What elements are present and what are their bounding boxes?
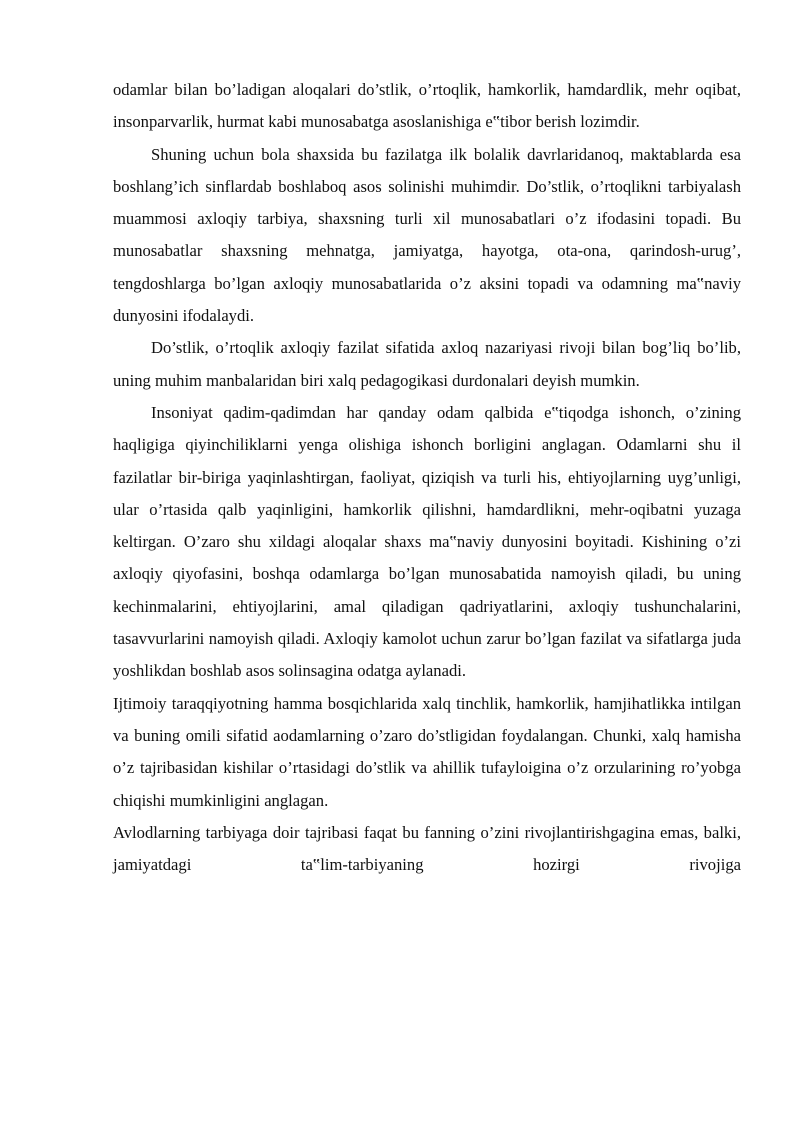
paragraph-6: Avlodlarning tarbiyaga doir tajribasi faqat bu fanning o’zini rivojlantirishgagina emas, balki, jamiyatdagi ta‟lim-tarbiyaning hozirgi rivojiga	[113, 822, 741, 875]
paragraph-4: Insoniyat qadim-qadimdan har qanday odam qalbida e‟tiqodga ishonch, o’zining haqligiga qiyinchiliklarni yenga olishiga ishonch borligini anglagan. Odamlarni shu il fazilatlar bir-biriga yaqinlashtirgan, faoliyat, qiziqish va turli his, ehtiyojlarning uyg’unligi, ular o’rtasida qalb yaqinligini, hamkorlik qilishni, hamdardlikni, mehr-oqibatni yuzaga keltirgan. O’zaro shu xildagi aloqalar shaxs ma‟naviy dunyosini boyitadi. Kishining o’zi axloqiy qiyofasini, boshqa odamlarga bo’lgan munosabatida namoyish qiladi, bu uning kechinmalarini, ehtiyojlarini, amal qiladigan qadriyatlarini, axloqiy tushunchalarini, tasavvurlarini namoyish qiladi. Axloqiy kamolot uchun zarur bo’lgan fazilat va sifatlarga juda yoshlikdan boshlab asos solinsagina odatga aylanadi.	[113, 402, 741, 681]
paragraph-5: Ijtimoiy taraqqiyotning hamma bosqichlarida xalq tinchlik, hamkorlik, hamjihatlikka intilgan va buning omili sifatid aodamlarning o’zaro do’stligidan foydalangan. Chunki, xalq hamisha o’z tajribasidan kishilar o’rtasidagi do’stlik va ahillik tufayloigina o’z orzularining ro’yobga chiqishi mumkinligini anglagan.	[113, 693, 741, 810]
paragraph-2: Shuning uchun bola shaxsida bu fazilatga ilk bolalik davrlaridanoq, maktablarda esa boshlang’ich sinflardab boshlaboq asos solinishi muhimdir. Do’stlik, o’rtoqlikni tarbiyalash muammosi axloqiy tarbiya, shaxsning turli xil munosabatlari o’z ifodasini topadi. Bu munosabatlar shaxsning mehnatga, jamiyatga, hayotga, ota-ona, qarindosh-urug’, tengdoshlarga bo’lgan axloqiy munosabatlarida o’z aksini topadi va odamning ma‟naviy dunyosini ifodalaydi.	[113, 144, 741, 326]
paragraph-3: Do’stlik, o’rtoqlik axloqiy fazilat sifatida axloq nazariyasi rivoji bilan bog’liq bo’lib, uning muhim manbalaridan biri xalq pedagogikasi durdonalari deyish mumkin.	[113, 338, 741, 390]
body-text	[113, 74, 741, 881]
paragraph-1: odamlar bilan bo’ladigan aloqalari do’stlik, o’rtoqlik, hamkorlik, hamdardlik, mehr oqibat, insonparvarlik, hurmat kabi munosabatga asoslanishiga e‟tibor berish lozimdir.	[113, 80, 741, 132]
